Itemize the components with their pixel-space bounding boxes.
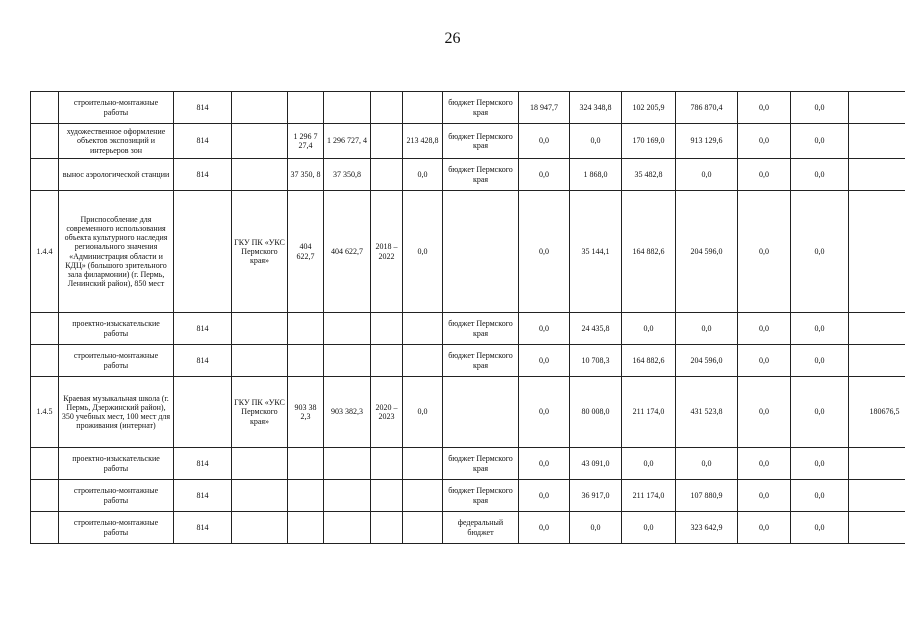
row-value-4: 323 642,9 (676, 512, 738, 544)
row-value-2: 35 144,1 (570, 191, 622, 313)
row-value-1: 0,0 (519, 345, 570, 377)
row-executor (232, 512, 288, 544)
row-code (31, 448, 59, 480)
row-period: 2018 – 2022 (371, 191, 403, 313)
row-funding-source (443, 191, 519, 313)
row-value-7 (849, 159, 905, 191)
row-funding-source (443, 377, 519, 448)
row-value-5: 0,0 (738, 191, 791, 313)
row-value-4: 0,0 (676, 313, 738, 345)
row-value-6: 0,0 (791, 92, 849, 124)
row-cost-2: 37 350,8 (324, 159, 371, 191)
row-cost (288, 448, 324, 480)
row-value-5: 0,0 (738, 512, 791, 544)
row-value-5: 0,0 (738, 159, 791, 191)
row-value-4: 107 880,9 (676, 480, 738, 512)
row-value-6: 0,0 (791, 377, 849, 448)
row-value-7 (849, 345, 905, 377)
row-name: строительно-монтажные работы (59, 480, 174, 512)
row-value-1: 0,0 (519, 159, 570, 191)
row-cost (288, 345, 324, 377)
table-row (31, 480, 905, 512)
row-value-6: 0,0 (791, 191, 849, 313)
row-value-2: 0,0 (570, 124, 622, 159)
row-prev-value: 213 428,8 (403, 124, 443, 159)
row-value-1: 0,0 (519, 124, 570, 159)
row-value-7 (849, 191, 905, 313)
budget-table (30, 91, 905, 544)
row-cost-2: 1 296 727, 4 (324, 124, 371, 159)
row-period (371, 124, 403, 159)
row-value-2: 43 091,0 (570, 448, 622, 480)
row-code (31, 512, 59, 544)
row-value-4: 913 129,6 (676, 124, 738, 159)
row-value-4: 204 596,0 (676, 345, 738, 377)
row-cost (288, 92, 324, 124)
table-row (31, 124, 905, 159)
row-value-3: 35 482,8 (622, 159, 676, 191)
table-row (31, 345, 905, 377)
row-value-6: 0,0 (791, 159, 849, 191)
row-value-1: 0,0 (519, 512, 570, 544)
row-cost-2 (324, 92, 371, 124)
row-cost-2: 404 622,7 (324, 191, 371, 313)
row-prev-value: 0,0 (403, 159, 443, 191)
row-value-3: 170 169,0 (622, 124, 676, 159)
row-cost-2 (324, 448, 371, 480)
row-name: вынос аэрологической станции (59, 159, 174, 191)
row-prev-value (403, 512, 443, 544)
row-value-3: 164 882,6 (622, 345, 676, 377)
row-cost: 1 296 7 27,4 (288, 124, 324, 159)
row-executor (232, 124, 288, 159)
row-period (371, 448, 403, 480)
row-code (31, 480, 59, 512)
row-period (371, 480, 403, 512)
row-value-3: 164 882,6 (622, 191, 676, 313)
row-value-1: 18 947,7 (519, 92, 570, 124)
table-row (31, 92, 905, 124)
table-row (31, 159, 905, 191)
row-value-4: 204 596,0 (676, 191, 738, 313)
row-cost: 903 38 2,3 (288, 377, 324, 448)
row-funding-source: бюджет Пермского края (443, 159, 519, 191)
row-executor (232, 313, 288, 345)
row-value-7 (849, 92, 905, 124)
row-grbs: 814 (174, 448, 232, 480)
table-row (31, 448, 905, 480)
row-value-7: 180676,5 (849, 377, 905, 448)
row-executor (232, 159, 288, 191)
row-prev-value: 0,0 (403, 191, 443, 313)
row-value-6: 0,0 (791, 313, 849, 345)
row-name: строительно-монтажные работы (59, 512, 174, 544)
row-value-5: 0,0 (738, 313, 791, 345)
row-value-2: 0,0 (570, 512, 622, 544)
row-value-1: 0,0 (519, 377, 570, 448)
row-value-5: 0,0 (738, 345, 791, 377)
row-executor: ГКУ ПК «УКС Пермского края» (232, 377, 288, 448)
row-funding-source: бюджет Пермского края (443, 345, 519, 377)
row-cost-2 (324, 480, 371, 512)
table-row (31, 313, 905, 345)
row-value-6: 0,0 (791, 345, 849, 377)
row-period (371, 92, 403, 124)
row-value-4: 0,0 (676, 159, 738, 191)
table-row (31, 512, 905, 544)
row-value-2: 24 435,8 (570, 313, 622, 345)
row-value-4: 431 523,8 (676, 377, 738, 448)
row-cost-2 (324, 313, 371, 345)
row-cost-2: 903 382,3 (324, 377, 371, 448)
row-funding-source: бюджет Пермского края (443, 313, 519, 345)
row-value-3: 102 205,9 (622, 92, 676, 124)
row-prev-value (403, 480, 443, 512)
row-code (31, 92, 59, 124)
row-prev-value (403, 92, 443, 124)
row-value-6: 0,0 (791, 448, 849, 480)
row-prev-value (403, 448, 443, 480)
row-value-3: 211 174,0 (622, 377, 676, 448)
row-code (31, 345, 59, 377)
row-name: строительно-монтажные работы (59, 92, 174, 124)
row-value-5: 0,0 (738, 124, 791, 159)
row-value-2: 36 917,0 (570, 480, 622, 512)
row-executor: ГКУ ПК «УКС Пермского края» (232, 191, 288, 313)
row-name: Приспособление для современного использования объекта культурного наследия регионального значения «Администрация области и КДЦ» (большого зрительного зала филармонии) (г. Пермь, Ленинский район), 850 мест (59, 191, 174, 313)
row-name: Краевая музыкальная школа (г. Пермь, Дзержинский район), 350 учебных мест, 100 мест для проживания (интернат) (59, 377, 174, 448)
row-name: проектно-изыскательские работы (59, 313, 174, 345)
row-value-3: 0,0 (622, 512, 676, 544)
row-value-7 (849, 480, 905, 512)
row-value-2: 10 708,3 (570, 345, 622, 377)
row-value-1: 0,0 (519, 191, 570, 313)
row-value-3: 0,0 (622, 313, 676, 345)
row-grbs: 814 (174, 512, 232, 544)
row-grbs: 814 (174, 480, 232, 512)
row-value-3: 0,0 (622, 448, 676, 480)
row-code (31, 159, 59, 191)
row-period (371, 345, 403, 377)
row-prev-value (403, 313, 443, 345)
row-cost: 404 622,7 (288, 191, 324, 313)
row-cost: 37 350, 8 (288, 159, 324, 191)
row-executor (232, 480, 288, 512)
row-code: 1.4.5 (31, 377, 59, 448)
row-name: строительно-монтажные работы (59, 345, 174, 377)
row-grbs: 814 (174, 124, 232, 159)
row-period (371, 159, 403, 191)
row-cost (288, 512, 324, 544)
row-grbs (174, 191, 232, 313)
row-value-5: 0,0 (738, 480, 791, 512)
row-prev-value (403, 345, 443, 377)
row-value-7 (849, 313, 905, 345)
row-value-5: 0,0 (738, 92, 791, 124)
row-grbs: 814 (174, 159, 232, 191)
row-value-1: 0,0 (519, 313, 570, 345)
row-funding-source: федеральный бюджет (443, 512, 519, 544)
row-value-3: 211 174,0 (622, 480, 676, 512)
table-row (31, 191, 905, 313)
row-period: 2020 – 2023 (371, 377, 403, 448)
row-cost-2 (324, 512, 371, 544)
row-code: 1.4.4 (31, 191, 59, 313)
row-grbs: 814 (174, 345, 232, 377)
row-grbs (174, 377, 232, 448)
row-funding-source: бюджет Пермского края (443, 124, 519, 159)
table-row (31, 377, 905, 448)
row-funding-source: бюджет Пермского края (443, 480, 519, 512)
row-code (31, 313, 59, 345)
row-value-7 (849, 448, 905, 480)
row-cost (288, 480, 324, 512)
row-funding-source: бюджет Пермского края (443, 448, 519, 480)
page-number: 26 (444, 30, 461, 47)
row-cost-2 (324, 345, 371, 377)
row-prev-value: 0,0 (403, 377, 443, 448)
row-period (371, 512, 403, 544)
row-executor (232, 92, 288, 124)
row-executor (232, 345, 288, 377)
row-grbs: 814 (174, 92, 232, 124)
row-value-5: 0,0 (738, 377, 791, 448)
row-value-4: 786 870,4 (676, 92, 738, 124)
row-value-2: 1 868,0 (570, 159, 622, 191)
row-value-6: 0,0 (791, 512, 849, 544)
row-value-7 (849, 124, 905, 159)
row-value-1: 0,0 (519, 480, 570, 512)
row-code (31, 124, 59, 159)
row-value-7 (849, 512, 905, 544)
row-value-4: 0,0 (676, 448, 738, 480)
row-value-6: 0,0 (791, 480, 849, 512)
row-funding-source: бюджет Пермского края (443, 92, 519, 124)
row-name: художественное оформление объектов экспозиций и интерьеров зон (59, 124, 174, 159)
row-value-1: 0,0 (519, 448, 570, 480)
row-executor (232, 448, 288, 480)
row-value-5: 0,0 (738, 448, 791, 480)
row-grbs: 814 (174, 313, 232, 345)
row-value-2: 80 008,0 (570, 377, 622, 448)
row-name: проектно-изыскательские работы (59, 448, 174, 480)
row-value-6: 0,0 (791, 124, 849, 159)
row-period (371, 313, 403, 345)
row-value-2: 324 348,8 (570, 92, 622, 124)
row-cost (288, 313, 324, 345)
